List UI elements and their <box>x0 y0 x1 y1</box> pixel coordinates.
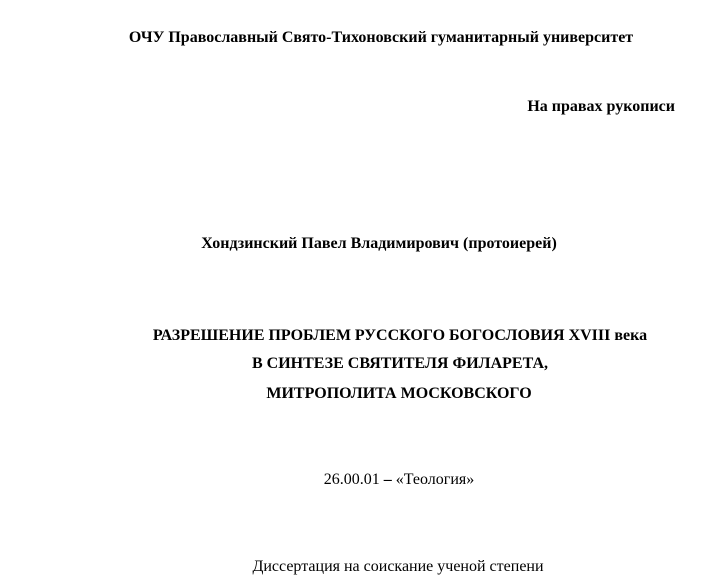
author-name: Хондзинский Павел Владимирович (протоиерей) <box>201 235 557 252</box>
dissertation-title-line-1: РАЗРЕШЕНИЕ ПРОБЛЕМ РУССКОГО БОГОСЛОВИЯ XVIII века <box>152 327 648 344</box>
dissertation-title-line-2: В СИНТЕЗЕ СВЯТИТЕЛЯ ФИЛАРЕТА, <box>251 355 549 372</box>
specialty-name: «Теология» <box>395 471 475 488</box>
manuscript-note: На правах рукописи <box>527 98 675 115</box>
specialty-line <box>48 470 702 490</box>
specialty-code: 26.00.01 <box>323 471 380 488</box>
specialty-dash: – <box>383 471 392 488</box>
degree-line: Диссертация на соискание ученой степени <box>252 558 544 575</box>
university-name: ОЧУ Православный Свято-Тихоновский гуманитарный университет <box>128 29 634 46</box>
dissertation-title-line-3: МИТРОПОЛИТА МОСКОВСКОГО <box>266 385 532 402</box>
